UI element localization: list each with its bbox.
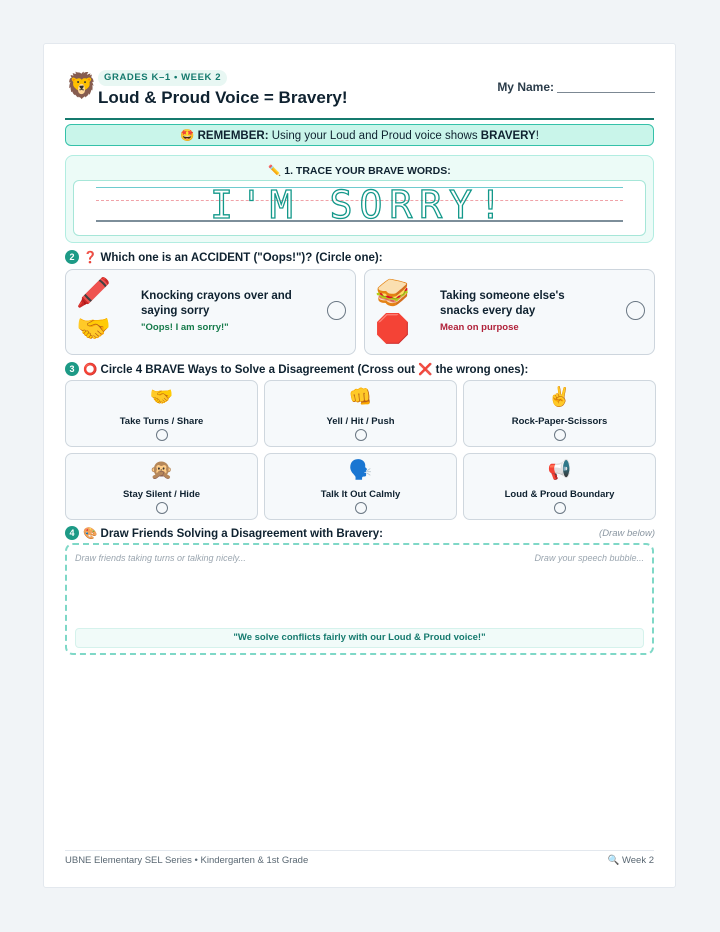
choice-text: Taking someone else's snacks every day (440, 290, 565, 317)
question-icon: ❓ (83, 252, 98, 264)
remember-bold-end: BRAVERY (480, 130, 536, 142)
choice-text: Knocking crayons over and saying sorry (141, 290, 292, 317)
option-circle[interactable] (355, 502, 367, 514)
footer-week (607, 855, 654, 866)
section-4-number: 4 (65, 526, 79, 540)
footer-series: UBNE Elementary SEL Series • Kindergarten & 1st Grade (65, 855, 309, 866)
section-3-title-b: the wrong ones): (432, 364, 529, 376)
option-label: Take Turns / Share (119, 416, 204, 427)
worksheet-page (43, 43, 676, 888)
section-4-heading (65, 526, 383, 540)
drawing-hint-right: Draw your speech bubble... (534, 553, 644, 563)
trace-section (65, 155, 654, 243)
choice-sub: Mean on purpose (440, 322, 519, 333)
choice-circle[interactable] (626, 301, 645, 320)
option-label: Talk It Out Calmly (320, 489, 401, 500)
header-divider (65, 118, 654, 120)
option-card[interactable] (463, 453, 656, 520)
magnifier-icon: 🔍 (607, 855, 620, 866)
option-circle[interactable] (156, 429, 168, 441)
cross-icon: ❌ (418, 364, 433, 376)
section-2-title: Which one is an ACCIDENT ("Oops!")? (Circle one): (100, 252, 383, 264)
option-card[interactable] (264, 453, 457, 520)
speak-no-evil-monkey-icon: 🙊 (149, 460, 174, 481)
megaphone-icon: 📢 (547, 460, 572, 481)
choice-circle[interactable] (327, 301, 346, 320)
section-3-heading (65, 362, 528, 376)
draw-below-note: (Draw below) (599, 528, 655, 539)
section-4-title: Draw Friends Solving a Disagreement with Bravery: (100, 528, 384, 540)
drawing-hint-left: Draw friends taking turns or talking nicely... (75, 553, 246, 563)
footer-week-label: Week 2 (621, 855, 654, 866)
section-2-heading (65, 250, 383, 264)
speaking-head-icon: 🗣️ (348, 460, 373, 481)
footer-divider (65, 850, 654, 851)
option-circle[interactable] (554, 502, 566, 514)
stop-sign-icon: 🛑 (375, 313, 410, 344)
option-card[interactable] (463, 380, 656, 447)
handshake-icon: 🤝 (76, 313, 111, 344)
handshake-icon: 🤝 (149, 387, 174, 408)
option-label: Yell / Hit / Push (326, 416, 395, 427)
page-title: Loud & Proud Voice = Bravery! (98, 88, 348, 107)
option-label: Rock-Paper-Scissors (511, 416, 608, 427)
circle-icon: ⭕ (83, 364, 98, 376)
section-3-number: 3 (65, 362, 79, 376)
remember-banner (65, 124, 654, 146)
remember-text: Using your Loud and Proud voice shows (268, 130, 481, 142)
grade-badge: GRADES K–1 • WEEK 2 (98, 70, 227, 86)
choice-accident[interactable] (65, 269, 356, 355)
palette-icon: 🎨 (83, 528, 98, 540)
section-2-number: 2 (65, 250, 79, 264)
option-label: Stay Silent / Hide (122, 489, 201, 500)
trace-area[interactable] (73, 180, 646, 236)
sandwich-icon: 🥪 (375, 277, 410, 308)
fist-icon: 👊 (348, 387, 373, 408)
victory-hand-icon: ✌️ (547, 387, 572, 408)
name-line[interactable] (557, 92, 655, 93)
name-field[interactable] (497, 80, 655, 94)
trace-label: ✏️ 1. TRACE YOUR BRAVE WORDS: (268, 165, 451, 177)
option-circle[interactable] (156, 502, 168, 514)
option-card[interactable] (65, 453, 258, 520)
trace-word: I'M SORRY! (210, 183, 509, 227)
remember-tail: ! (535, 130, 539, 142)
option-card[interactable] (65, 380, 258, 447)
drawing-quote: "We solve conflicts fairly with our Loud & Proud voice!" (75, 628, 644, 648)
star-struck-icon: 🤩 (180, 130, 195, 142)
option-circle[interactable] (355, 429, 367, 441)
option-circle[interactable] (554, 429, 566, 441)
choice-on-purpose[interactable] (364, 269, 655, 355)
option-card[interactable] (264, 380, 457, 447)
remember-label: REMEMBER: (197, 130, 269, 142)
lion-icon: 🦁 (66, 72, 98, 100)
drawing-area[interactable] (65, 543, 654, 655)
crayon-icon: 🖍️ (76, 277, 111, 308)
name-label: My Name: (497, 80, 554, 94)
choice-sub: "Oops! I am sorry!" (141, 322, 229, 333)
option-label: Loud & Proud Boundary (504, 489, 615, 500)
section-3-title-a: Circle 4 BRAVE Ways to Solve a Disagreement (Cross out (100, 364, 419, 376)
